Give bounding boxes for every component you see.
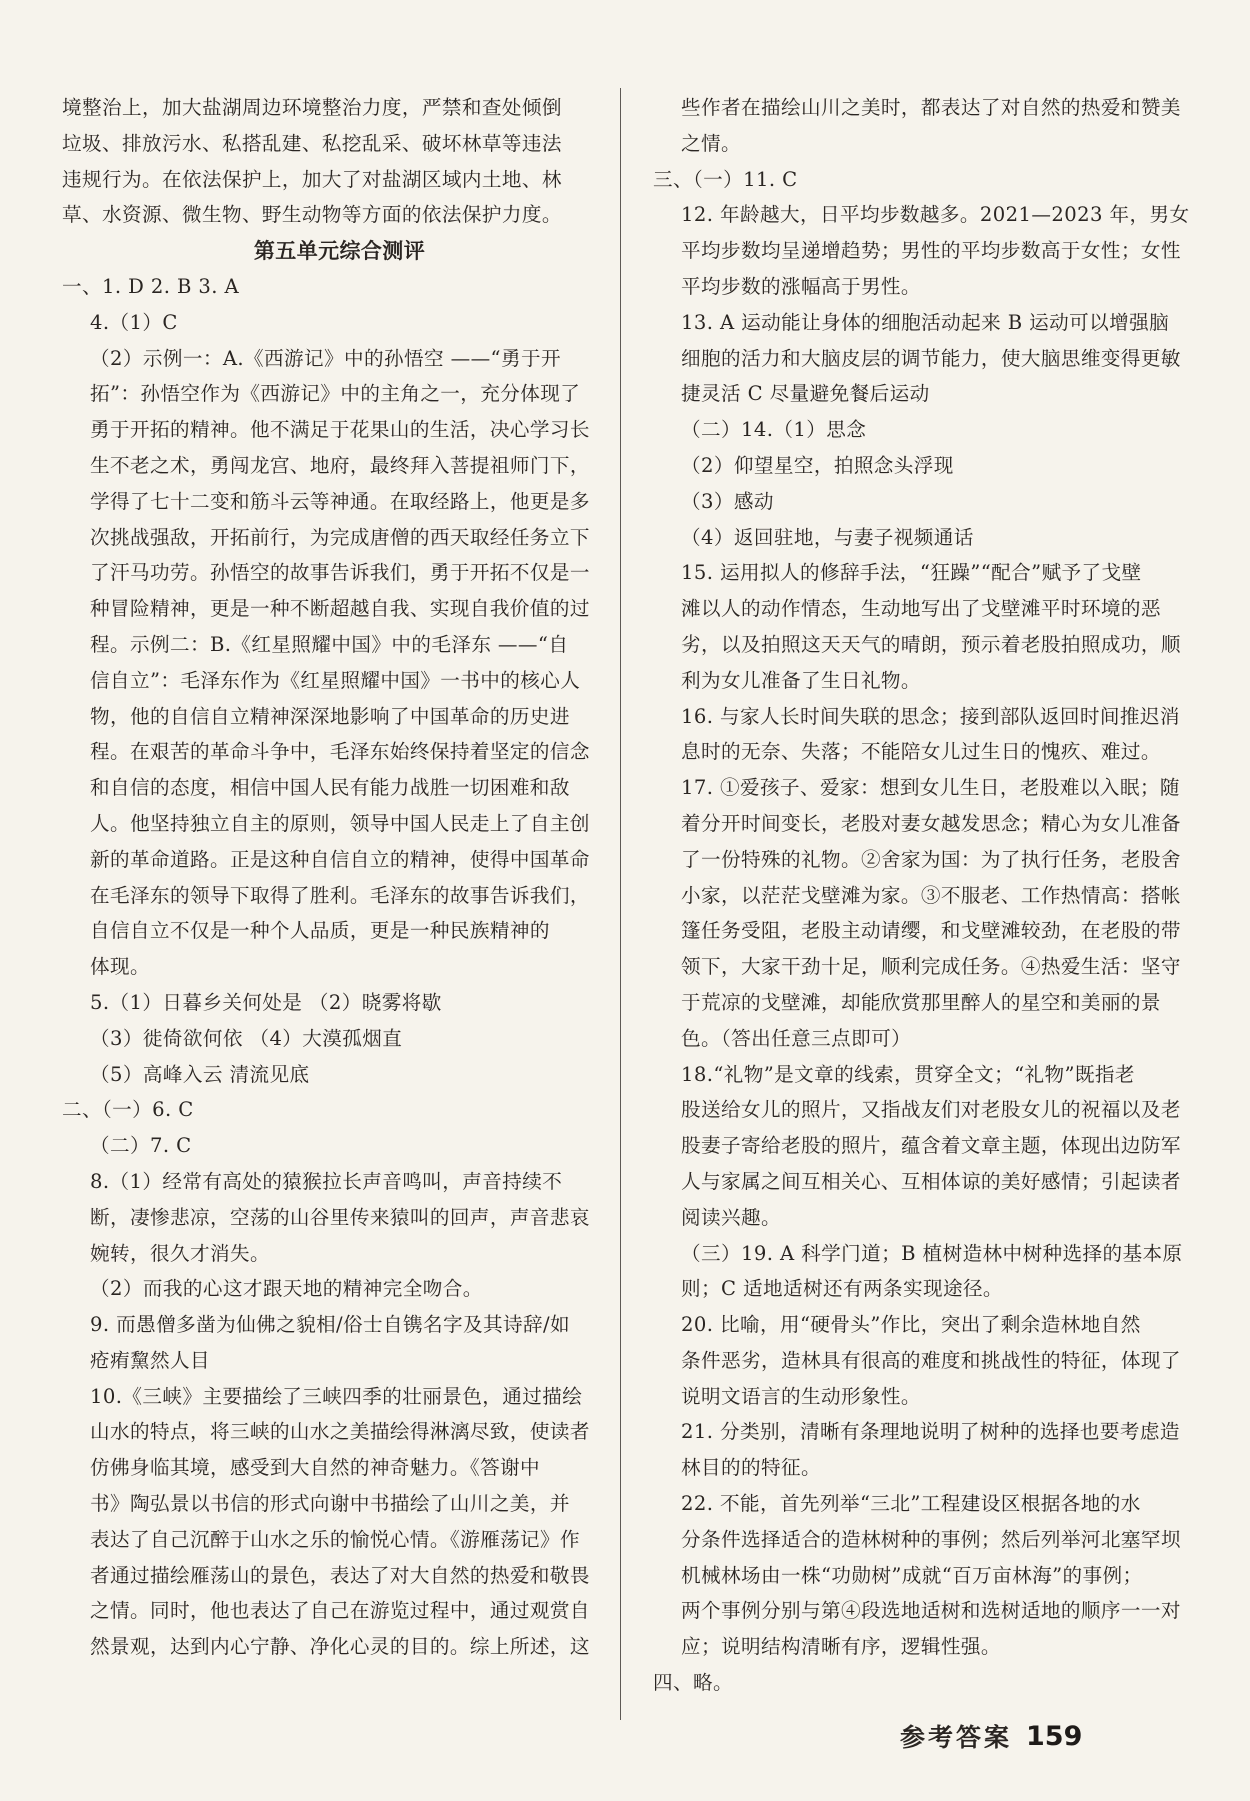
- page-footer: [900, 1716, 1082, 1756]
- text-line: 分条件选择适合的造林树种的事例；然后列举河北塞罕坝: [681, 1527, 1181, 1551]
- text-line: 应；说明结构清晰有序，逻辑性强。: [681, 1635, 1001, 1659]
- text-line: 程。在艰苦的革命斗争中，毛泽东始终保持着坚定的信念: [90, 740, 590, 764]
- text-line: 滩以人的动作情态，生动地写出了戈壁滩平时环境的恶: [681, 597, 1161, 621]
- text-line: 则；C 适地适树还有两条实现途径。: [681, 1277, 1003, 1301]
- text-line: 平均步数均呈递增趋势；男性的平均步数高于女性；女性: [681, 239, 1181, 263]
- text-line: 说明文语言的生动形象性。: [681, 1384, 921, 1408]
- text-line: （二）7. C: [90, 1134, 192, 1158]
- text-line: 草、水资源、微生物、野生动物等方面的依法保护力度。: [62, 203, 562, 227]
- text-line: （5）高峰入云 清流见底: [90, 1062, 310, 1086]
- text-line: 人与家属之间互相关心、互相体谅的美好感情；引起读者: [681, 1169, 1181, 1193]
- text-line: 4.（1）C: [90, 310, 178, 334]
- text-line: 然景观，达到内心宁静、净化心灵的目的。综上所述，这: [90, 1635, 590, 1659]
- text-line: 17. ①爱孩子、爱家：想到女儿生日，老股难以入眠；随: [681, 776, 1180, 800]
- text-line: 者通过描绘雁荡山的景色，表达了对大自然的热爱和敬畏: [90, 1563, 590, 1587]
- text-line: 信自立”：毛泽东作为《红星照耀中国》一书中的核心人: [90, 668, 581, 692]
- text-line: （二）14.（1）思念: [681, 418, 867, 442]
- text-line: 12. 年龄越大，日平均步数越多。2021—2023 年，男女: [681, 203, 1190, 227]
- text-line: 16. 与家人长时间失联的思念；接到部队返回时间推迟消: [681, 704, 1180, 728]
- text-line: 之情。: [681, 131, 741, 155]
- text-line: 断，凄惨悲凉，空荡的山谷里传来猿叫的回声，声音悲哀: [90, 1205, 590, 1229]
- text-line: 15. 运用拟人的修辞手法，“狂躁”“配合”赋予了戈壁: [681, 561, 1142, 585]
- text-line: 一、1. D 2. B 3. A: [62, 274, 240, 298]
- text-line: 于荒凉的戈壁滩，却能欣赏那里醉人的星空和美丽的景: [681, 990, 1161, 1014]
- text-line: 22. 不能，首先列举“三北”工程建设区根据各地的水: [681, 1492, 1141, 1516]
- column-divider: [620, 88, 621, 1720]
- text-line: 程。示例二：B.《红星照耀中国》中的毛泽东 ——“自: [90, 632, 569, 656]
- text-line: （2）仰望星空，拍照念头浮现: [681, 453, 954, 477]
- text-line: 劣，以及拍照这天天气的晴朗，预示着老股拍照成功，顺: [681, 632, 1181, 656]
- text-line: 和自信的态度，相信中国人民有能力战胜一切困难和敌: [90, 776, 570, 800]
- text-line: 平均步数的涨幅高于男性。: [681, 274, 921, 298]
- text-line: 人。他坚持独立自主的原则，领导中国人民走上了自主创: [90, 811, 590, 835]
- text-line: 婉转，很久才消失。: [90, 1241, 270, 1265]
- text-line: 13. A 运动能让身体的细胞活动起来 B 运动可以增强脑: [681, 310, 1170, 334]
- text-line: 8.（1）经常有高处的猿猴拉长声音鸣叫，声音持续不: [90, 1169, 563, 1193]
- text-line: 18.“礼物”是文章的线索，贯穿全文；“礼物”既指老: [681, 1062, 1135, 1086]
- text-line: 领下，大家干劲十足，顺利完成任务。④热爱生活：坚守: [681, 955, 1181, 979]
- text-line: 林目的的特征。: [681, 1456, 821, 1480]
- text-line: 表达了自己沉醉于山水之乐的愉悦心情。《游雁荡记》作: [90, 1527, 581, 1551]
- left-column: [62, 90, 617, 1665]
- text-line: 疮痏黧然人目: [90, 1348, 210, 1372]
- text-line: 拓”：孙悟空作为《西游记》中的主角之一，充分体现了: [90, 382, 581, 406]
- text-line: 息时的无奈、失落；不能陪女儿过生日的愧疚、难过。: [681, 740, 1161, 764]
- text-line: 股送给女儿的照片，又指战友们对老股女儿的祝福以及老: [681, 1098, 1181, 1122]
- text-line: 种冒险精神，更是一种不断超越自我、实现自我价值的过: [90, 597, 590, 621]
- text-line: 违规行为。在依法保护上，加大了对盐湖区域内土地、林: [62, 167, 562, 191]
- text-line: （3）感动: [681, 489, 774, 513]
- page-number: 159: [1026, 1720, 1083, 1752]
- text-line: 机械林场由一株“功勋树”成就“百万亩林海”的事例；: [681, 1563, 1143, 1587]
- text-line: 物，他的自信自立精神深深地影响了中国革命的历史进: [90, 704, 570, 728]
- text-line: 二、（一）6. C: [62, 1098, 194, 1122]
- text-line: 利为女儿准备了生日礼物。: [681, 668, 921, 692]
- text-line: 四、略。: [653, 1671, 733, 1695]
- text-line: 5.（1）日暮乡关何处是 （2）晓雾将歇: [90, 990, 442, 1014]
- text-line: 境整治上，加大盐湖周边环境整治力度，严禁和查处倾倒: [62, 96, 562, 119]
- text-line: 生不老之术，勇闯龙宫、地府，最终拜入菩提祖师门下，: [90, 453, 590, 477]
- text-line: 三、（一）11. C: [653, 167, 798, 191]
- text-line: 股妻子寄给老股的照片，蕴含着文章主题，体现出边防军: [681, 1134, 1181, 1158]
- right-column: [653, 90, 1208, 1701]
- text-line: （4）返回驻地，与妻子视频通话: [681, 525, 974, 549]
- text-line: 着分开时间变长，老股对妻女越发思念；精心为女儿准备: [681, 811, 1181, 835]
- text-line: 9. 而愚僧多凿为仙佛之貌相/俗士自镌名字及其诗辞/如: [90, 1313, 570, 1337]
- text-line: 勇于开拓的精神。他不满足于花果山的生活，决心学习长: [90, 418, 590, 442]
- text-line: 篷任务受阻，老股主动请缨，和戈壁滩较劲，在老股的带: [681, 919, 1181, 943]
- text-line: 了汗马功劳。孙悟空的故事告诉我们，勇于开拓不仅是一: [90, 561, 590, 585]
- text-line: 小家，以茫茫戈壁滩为家。③不服老、工作热情高：搭帐: [681, 883, 1181, 907]
- text-line: 垃圾、排放污水、私搭乱建、私挖乱采、破坏林草等违法: [62, 131, 562, 155]
- text-line: 次挑战强敌，开拓前行，为完成唐僧的西天取经任务立下: [90, 525, 590, 549]
- text-line: 仿佛身临其境，感受到大自然的神奇魅力。《答谢中: [90, 1456, 541, 1480]
- text-line: 之情。同时，他也表达了自己在游览过程中，通过观赏自: [90, 1599, 590, 1623]
- text-line: （2）示例一：A.《西游记》中的孙悟空 ——“勇于开: [90, 346, 561, 370]
- text-line: （3）徙倚欲何依 （4）大漠孤烟直: [90, 1026, 403, 1050]
- text-line: 20. 比喻，用“硬骨头”作比，突出了剩余造林地自然: [681, 1313, 1141, 1337]
- text-line: 色。（答出任意三点即可）: [681, 1026, 912, 1050]
- text-line: 在毛泽东的领导下取得了胜利。毛泽东的故事告诉我们，: [90, 883, 590, 907]
- text-line: 体现。: [90, 955, 150, 979]
- text-line: 细胞的活力和大脑皮层的调节能力，使大脑思维变得更敏: [681, 346, 1181, 370]
- text-line: 条件恶劣，造林具有很高的难度和挑战性的特征，体现了: [681, 1348, 1181, 1372]
- text-line: （三）19. A 科学门道；B 植树造林中树种选择的基本原: [681, 1241, 1183, 1265]
- text-line: 捷灵活 C 尽量避免餐后运动: [681, 382, 930, 406]
- text-line: 学得了七十二变和筋斗云等神通。在取经路上，他更是多: [90, 489, 590, 513]
- text-line: 自信自立不仅是一种个人品质，更是一种民族精神的: [90, 919, 550, 943]
- text-line: 些作者在描绘山川之美时，都表达了对自然的热爱和赞美: [681, 96, 1181, 119]
- text-line: （2）而我的心这才跟天地的精神完全吻合。: [90, 1277, 483, 1301]
- text-line: 两个事例分别与第④段选地适树和选树适地的顺序一一对: [681, 1599, 1181, 1623]
- text-line: 21. 分类别，清晰有条理地说明了树种的选择也要考虑造: [681, 1420, 1180, 1444]
- text-line: 10.《三峡》主要描绘了三峡四季的壮丽景色，通过描绘: [90, 1384, 583, 1408]
- text-line: 阅读兴趣。: [681, 1205, 781, 1229]
- text-line: 山水的特点，将三峡的山水之美描绘得淋漓尽致，使读者: [90, 1420, 590, 1444]
- footer-title: 参考答案: [900, 1723, 1013, 1752]
- text-line: 了一份特殊的礼物。②舍家为国：为了执行任务，老股舍: [681, 847, 1181, 871]
- text-line: 书》陶弘景以书信的形式向谢中书描绘了山川之美，并: [90, 1492, 570, 1516]
- section-heading: 第五单元综合测评: [253, 238, 426, 264]
- text-line: 新的革命道路。正是这种自信自立的精神，使得中国革命: [90, 847, 590, 871]
